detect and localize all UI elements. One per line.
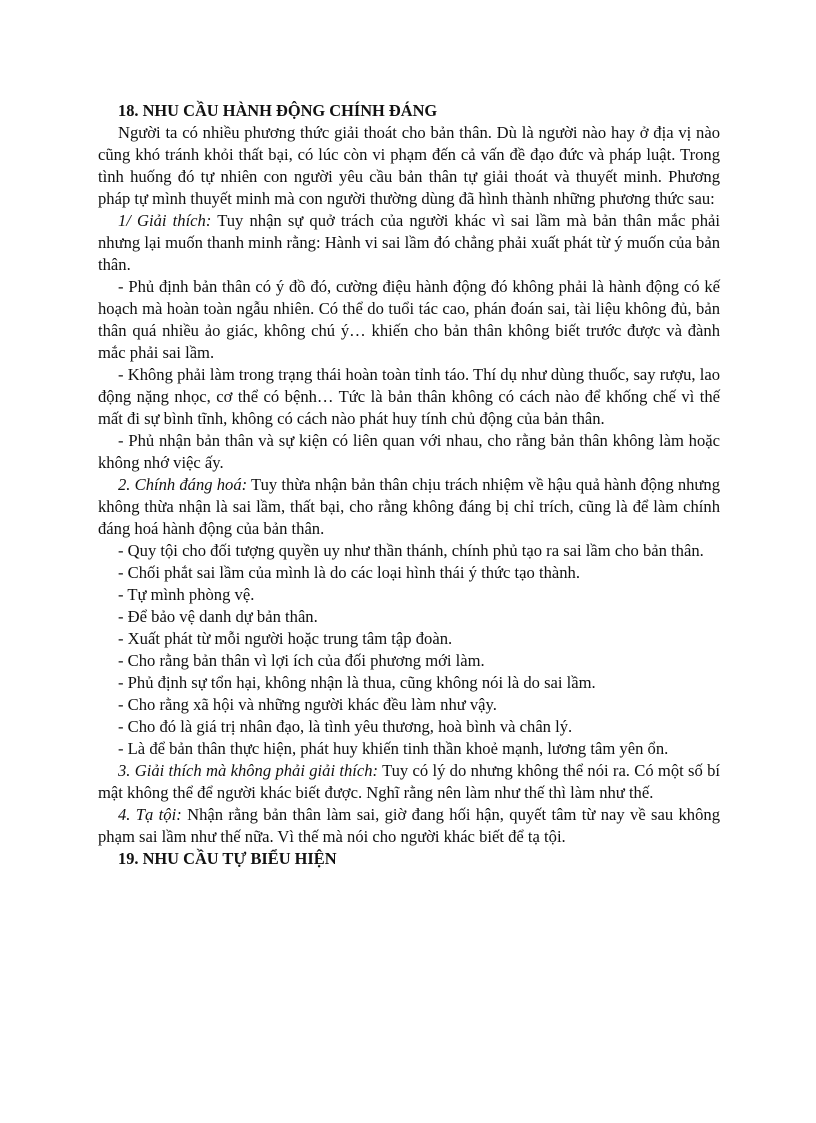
item-2-point: - Tự mình phòng vệ. — [118, 585, 255, 604]
item-2-point: - Là để bản thân thực hiện, phát huy khiến tinh thần khoẻ mạnh, lương tâm yên ổn. — [118, 739, 669, 758]
item-4-paragraph — [98, 804, 720, 848]
section-18-intro: Người ta có nhiều phương thức giải thoát cho bản thân. Dù là người nào hay ở địa vị nào cũng khó tránh khỏi thất bại, có lúc còn vi phạm đến cả vấn đề đạo đức và pháp luật. Trong tình huống đó tự nhiên con người yêu cầu bản thân tự giải thoát và thuyết minh. Phương pháp tự mình thuyết minh mà con người thường dùng đã hình thành những phương thức sau: — [98, 123, 720, 208]
document-page — [98, 100, 720, 870]
item-2-point: - Phủ định sự tổn hại, không nhận là thua, cũng không nói là do sai lầm. — [118, 673, 596, 692]
item-2-point: - Để bảo vệ danh dự bản thân. — [118, 607, 318, 626]
item-2-paragraph — [98, 474, 720, 540]
item-2-point: - Cho rằng bản thân vì lợi ích của đối phương mới làm. — [118, 651, 485, 670]
item-3-lead: 3. Giải thích mà không phải giải thích: — [118, 761, 379, 780]
item-2-point: - Cho đó là giá trị nhân đạo, là tình yêu thương, hoà bình và chân lý. — [118, 717, 573, 736]
item-2-point: - Chối phắt sai lầm của mình là do các loại hình thái ý thức tạo thành. — [118, 563, 580, 582]
item-1-point: - Không phải làm trong trạng thái hoàn toàn tỉnh táo. Thí dụ như dùng thuốc, say rượu, lao động nặng nhọc, cơ thể có bệnh… Tức là bản thân không có cách nào để khống chế vì thế mất đi sự bình tĩnh, không có cách nào phát huy tính chủ động của bản thân. — [98, 365, 720, 428]
item-1-lead: 1/ Giải thích: — [118, 211, 212, 230]
item-1-paragraph — [98, 210, 720, 276]
item-3-text: Tuy có lý do nhưng không thể nói ra. Có một số bí mật không thể để người khác biết được. Nghĩ rằng nên làm như thế thì làm như thế. — [98, 761, 720, 802]
item-2-text: Tuy thừa nhận bản thân chịu trách nhiệm về hậu quả hành động nhưng không thừa nhận là sai lầm, thất bại, cho rằng không đáng bị chỉ trích, cũng là để làm chính đáng hoá hành động của bản thân. — [98, 475, 720, 538]
item-1-text: Tuy nhận sự quở trách của người khác vì sai lầm mà bản thân mắc phải nhưng lại muốn thanh minh rằng: Hành vi sai lầm đó chẳng phải xuất phát từ ý muốn của bản thân. — [98, 211, 720, 274]
section-19-title: 19. NHU CẦU TỰ BIỂU HIỆN — [118, 849, 337, 868]
item-1-point: - Phủ định bản thân có ý đồ đó, cường điệu hành động đó không phải là hành động có kế hoạch mà hoàn toàn ngẫu nhiên. Có thể do tuổi tác cao, phán đoán sai, tài liệu không đủ, bản thân quá nhiều ảo giác, không chú ý… khiến cho bản thân không biết trước được và đành mắc phải sai lầm. — [98, 277, 720, 362]
item-4-lead: 4. Tạ tội: — [118, 805, 182, 824]
item-2-lead: 2. Chính đáng hoá: — [118, 475, 248, 494]
item-1-point: - Phủ nhận bản thân và sự kiện có liên quan với nhau, cho rằng bản thân không làm hoặc không nhớ việc ấy. — [98, 431, 720, 472]
section-18-title: 18. NHU CẦU HÀNH ĐỘNG CHÍNH ĐÁNG — [118, 101, 438, 120]
item-3-paragraph — [98, 760, 720, 804]
item-2-point: - Xuất phát từ mỗi người hoặc trung tâm tập đoàn. — [118, 629, 453, 648]
item-2-point: - Quy tội cho đối tượng quyền uy như thần thánh, chính phủ tạo ra sai lầm cho bản thân. — [118, 541, 704, 560]
item-4-text: Nhận rằng bản thân làm sai, giờ đang hối hận, quyết tâm từ nay về sau không phạm sai lầm như thế nữa. Vì thế mà nói cho người khác biết để tạ tội. — [98, 805, 720, 846]
item-2-point: - Cho rằng xã hội và những người khác đều làm như vậy. — [118, 695, 497, 714]
